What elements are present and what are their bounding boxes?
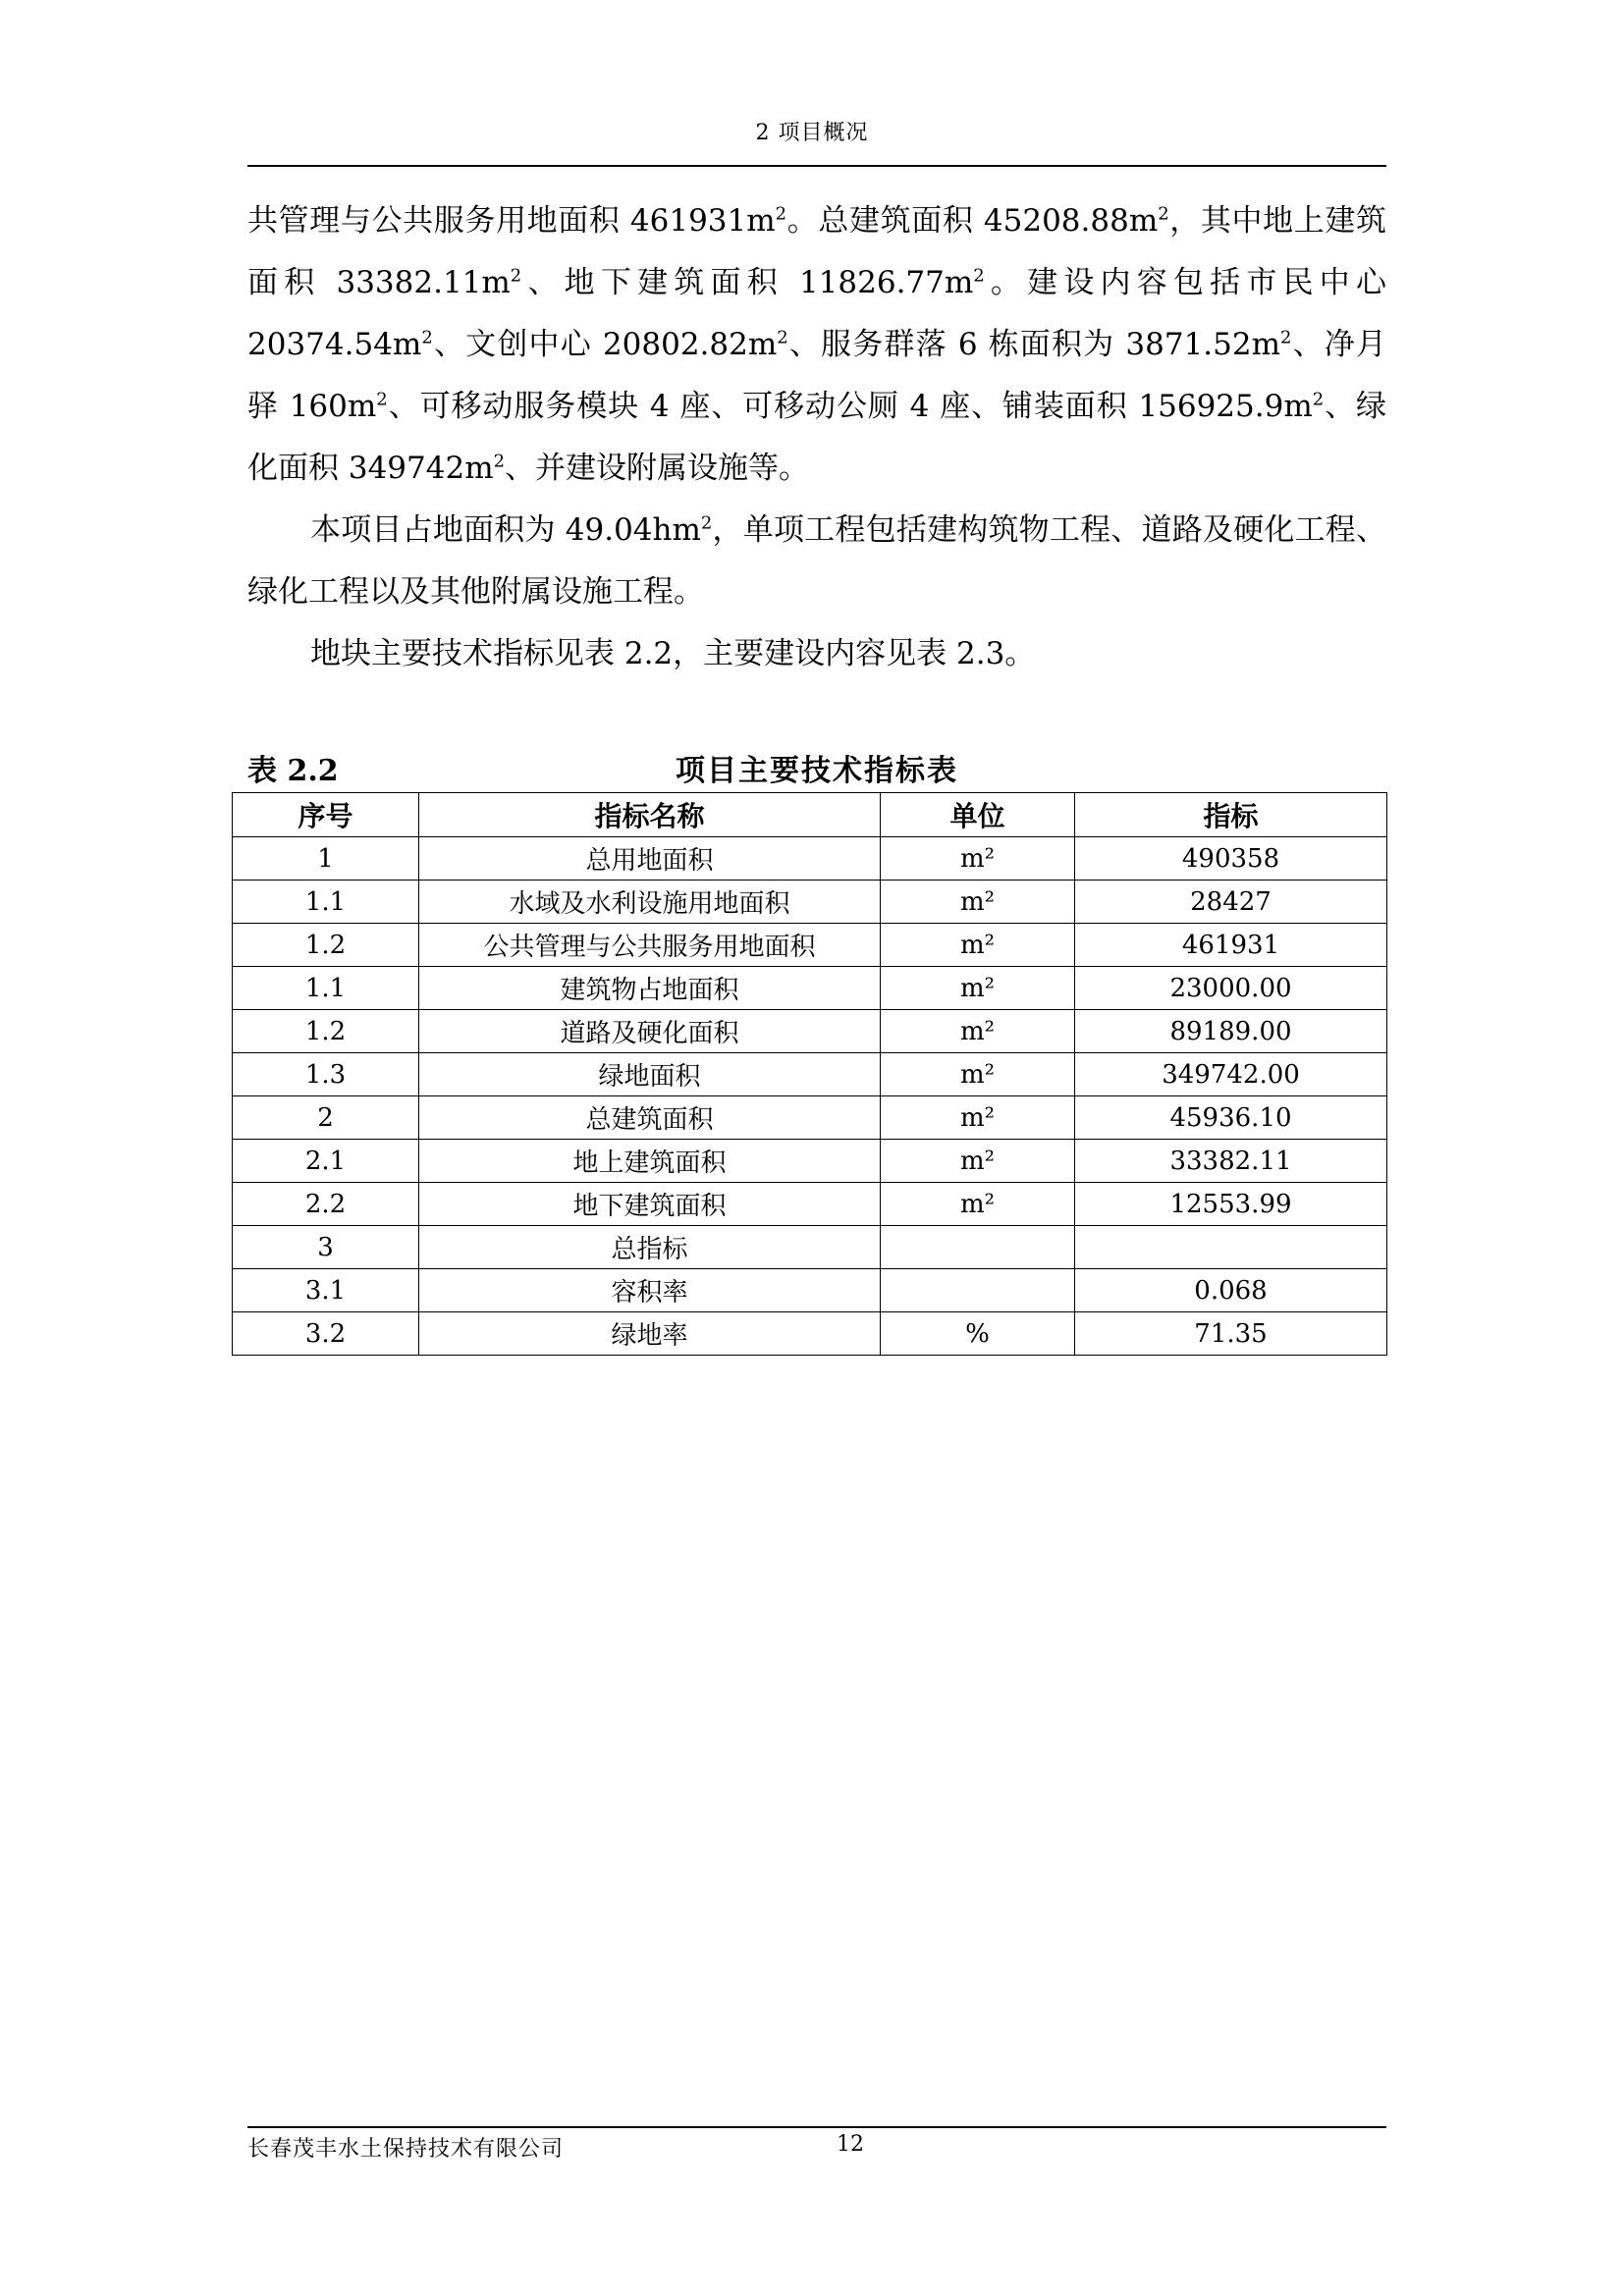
cell-name: 绿地面积: [419, 1053, 881, 1096]
header-rule: [247, 165, 1386, 167]
cell-value: 490358: [1075, 837, 1387, 881]
cell-index: 2: [233, 1096, 419, 1140]
cell-index: 1: [233, 837, 419, 881]
cell-index: 1.3: [233, 1053, 419, 1096]
table-header-row: [233, 793, 1387, 837]
col-header-unit: 单位: [881, 793, 1075, 837]
cell-name: 总指标: [419, 1226, 881, 1269]
cell-value: 0.068: [1075, 1269, 1387, 1312]
cell-unit: m²: [881, 1053, 1075, 1096]
cell-unit: m²: [881, 967, 1075, 1010]
table-row: [233, 1226, 1387, 1269]
cell-unit: [881, 1226, 1075, 1269]
cell-index: 2.1: [233, 1140, 419, 1183]
table-title: 项目主要技术指标表: [676, 754, 958, 788]
page-header: 2 项目概况: [755, 121, 869, 145]
cell-name: 公共管理与公共服务用地面积: [419, 924, 881, 967]
page-number: 12: [837, 2132, 864, 2157]
cell-unit: m²: [881, 1183, 1075, 1226]
cell-name: 道路及硬化面积: [419, 1010, 881, 1053]
cell-unit: m²: [881, 1140, 1075, 1183]
spec-table: [232, 792, 1387, 1356]
cell-unit: m²: [881, 924, 1075, 967]
cell-value: 71.35: [1075, 1312, 1387, 1356]
table-row: [233, 837, 1387, 881]
table-row: [233, 1269, 1387, 1312]
cell-index: 3: [233, 1226, 419, 1269]
table-number: 表 2.2: [247, 754, 339, 788]
cell-unit: m²: [881, 1010, 1075, 1053]
col-header-value: 指标: [1075, 793, 1387, 837]
col-header-name: 指标名称: [419, 793, 881, 837]
cell-index: 1.2: [233, 1010, 419, 1053]
cell-unit: m²: [881, 1096, 1075, 1140]
cell-value: 89189.00: [1075, 1010, 1387, 1053]
cell-name: 绿地率: [419, 1312, 881, 1356]
cell-unit: %: [881, 1312, 1075, 1356]
cell-name: 容积率: [419, 1269, 881, 1312]
table-row: [233, 881, 1387, 924]
footer-rule: [247, 2126, 1386, 2128]
cell-value: 12553.99: [1075, 1183, 1387, 1226]
cell-index: 2.2: [233, 1183, 419, 1226]
cell-name: 总用地面积: [419, 837, 881, 881]
cell-value: 45936.10: [1075, 1096, 1387, 1140]
cell-index: 1.1: [233, 967, 419, 1010]
table-row: [233, 1053, 1387, 1096]
cell-name: 水域及水利设施用地面积: [419, 881, 881, 924]
paragraph-3: 地块主要技术指标见表 2.2，主要建设内容见表 2.3。: [310, 636, 1036, 671]
cell-value: 461931: [1075, 924, 1387, 967]
cell-unit: m²: [881, 881, 1075, 924]
cell-index: 3.2: [233, 1312, 419, 1356]
table-row: [233, 924, 1387, 967]
table-row: [233, 1183, 1387, 1226]
body-text: [247, 190, 1386, 685]
table-row: [233, 1140, 1387, 1183]
cell-value: 28427: [1075, 881, 1387, 924]
paragraph-1: 共管理与公共服务用地面积 $461931m^2$。总建筑面积 $45208.88m^2$，其中地上建筑面积 $33382.11m^2$、地下建筑面积 $11826.77m^2$。建设内容包括市民中心 $20374.54m^2$、文创中心 $20802.82m^2$、服务群落 6 栋面积为 $3871.52m^2$、净月驿 $160m^2$、可移动服务模块 4 座、可移动公厕 4 座、铺装面积 $156925.9m^2$、绿化面积 $349742m^2$、并建设附属设施等。: [247, 203, 1387, 486]
cell-index: 1.1: [233, 881, 419, 924]
cell-value: 33382.11: [1075, 1140, 1387, 1183]
cell-name: 总建筑面积: [419, 1096, 881, 1140]
paragraph-2: 本项目占地面积为 $49.04hm^2$，单项工程包括建构筑物工程、道路及硬化工程、绿化工程以及其他附属设施工程。: [247, 512, 1386, 610]
cell-value: 23000.00: [1075, 967, 1387, 1010]
cell-index: 1.2: [233, 924, 419, 967]
footer-company: 长春茂丰水土保持技术有限公司: [247, 2137, 565, 2162]
cell-value: 349742.00: [1075, 1053, 1387, 1096]
col-header-index: 序号: [233, 793, 419, 837]
cell-name: 地上建筑面积: [419, 1140, 881, 1183]
cell-index: 3.1: [233, 1269, 419, 1312]
cell-name: 地下建筑面积: [419, 1183, 881, 1226]
cell-unit: m²: [881, 837, 1075, 881]
cell-value: [1075, 1226, 1387, 1269]
cell-unit: [881, 1269, 1075, 1312]
table-row: [233, 967, 1387, 1010]
table-row: [233, 1010, 1387, 1053]
cell-name: 建筑物占地面积: [419, 967, 881, 1010]
table-row: [233, 1312, 1387, 1356]
table-caption: [247, 746, 1386, 789]
table-row: [233, 1096, 1387, 1140]
